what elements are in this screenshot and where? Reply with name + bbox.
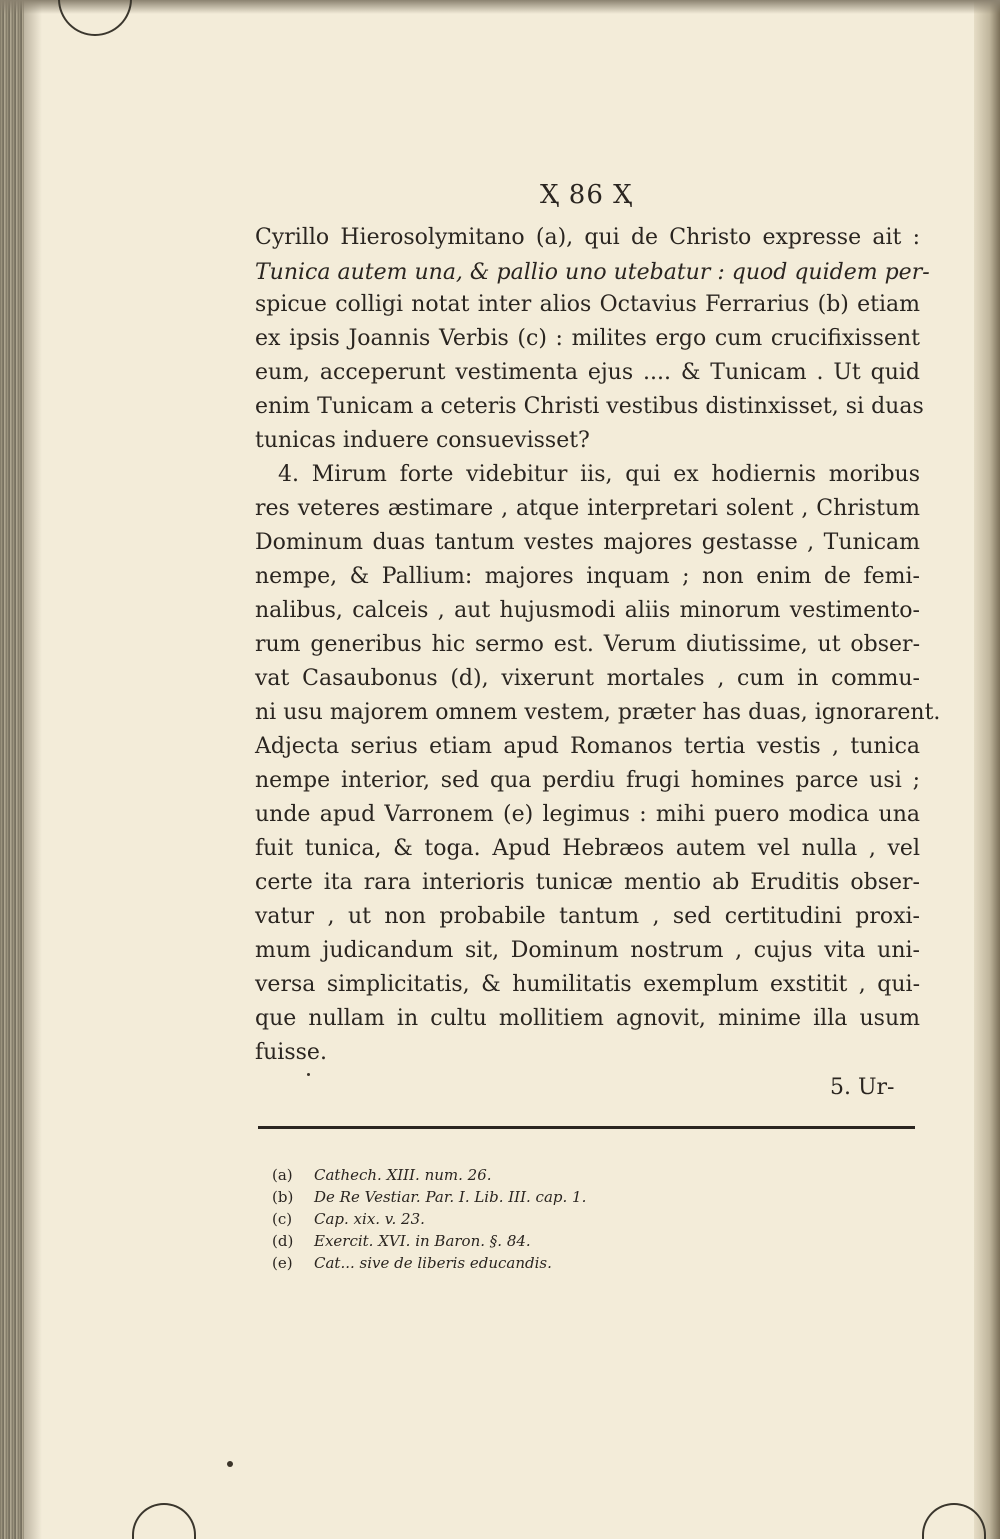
footnote (272, 1188, 586, 1206)
footnote-mark: (c) (272, 1210, 293, 1228)
ink-spot (307, 1073, 310, 1076)
text-line: nempe interior, sed qua perdiu frugi homines parce usi ; (255, 768, 920, 793)
footnote (272, 1232, 531, 1250)
footnote (272, 1166, 492, 1184)
footnote (272, 1254, 552, 1272)
text-line: rum generibus hic sermo est. Verum diutissime, ut obser- (255, 632, 920, 657)
text-line: enim Tunicam a ceteris Christi vestibus distinxisset, si duas (255, 394, 924, 419)
text-line: tunicas induere consuevisset? (255, 428, 590, 453)
text-line: que nullam in cultu mollitiem agnovit, minime illa usum (255, 1006, 920, 1031)
footnote-mark: (d) (272, 1232, 294, 1250)
footnote-mark: (e) (272, 1254, 293, 1272)
page-number-header: Ҳ 86 Ҳ (540, 180, 633, 210)
text-line: eum, acceperunt vestimenta ejus .... & Tunicam . Ut quid (255, 360, 920, 385)
text-line: res veteres æstimare , atque interpretari solent , Christum (255, 496, 920, 521)
footnote-text: De Re Vestiar. Par. I. Lib. III. cap. 1. (314, 1188, 587, 1206)
text-line: Adjecta serius etiam apud Romanos tertia vestis , tunica (255, 734, 920, 759)
text-line: ni usu majorem omnem vestem, præter has duas, ignorarent. (255, 700, 941, 725)
text-line: fuit tunica, & toga. Apud Hebræos autem vel nulla , vel (255, 836, 920, 861)
footnote-text: Cat... sive de liberis educandis. (314, 1254, 552, 1272)
text-line: unde apud Varronem (e) legimus : mihi puero modica una (255, 802, 920, 827)
footnote-mark: (a) (272, 1166, 293, 1184)
top-edge-shadow (0, 0, 1000, 14)
page-clip-bottom-left (132, 1503, 196, 1539)
page-edge (974, 0, 1000, 1539)
book-binding (0, 0, 24, 1539)
catchword: 5. Ur- (830, 1075, 895, 1100)
footnote-mark: (b) (272, 1188, 294, 1206)
text-line: Tunica autem una, & pallio uno utebatur : quod quidem per- (255, 260, 930, 285)
footnote-text: Cathech. XIII. num. 26. (314, 1166, 492, 1184)
text-line: vat Casaubonus (d), vixerunt mortales , cum in commu- (255, 666, 920, 691)
text-line: spicue colligi notat inter alios Octavius Ferrarius (b) etiam (255, 292, 920, 317)
text-line: Cyrillo Hierosolymitano (a), qui de Christo expresse ait : (255, 225, 920, 250)
text-line: versa simplicitatis, & humilitatis exemplum exstitit , qui- (255, 972, 920, 997)
text-line: ex ipsis Joannis Verbis (c) : milites ergo cum crucifixissent (255, 326, 920, 351)
text-line: vatur , ut non probabile tantum , sed certitudini proxi- (255, 904, 920, 929)
page-clip-top (58, 0, 132, 36)
footnote-rule (258, 1126, 915, 1129)
gutter-shadow (24, 0, 42, 1539)
text-line: 4. Mirum forte videbitur iis, qui ex hodiernis moribus (278, 462, 920, 487)
footnote (272, 1210, 425, 1228)
text-line: nalibus, calceis , aut hujusmodi aliis minorum vestimento- (255, 598, 920, 623)
text-line: certe ita rara interioris tunicæ mentio ab Eruditis obser- (255, 870, 920, 895)
text-line: Dominum duas tantum vestes majores gestasse , Tunicam (255, 530, 920, 555)
footnote-text: Cap. xix. v. 23. (314, 1210, 425, 1228)
text-line: fuisse. (255, 1040, 327, 1065)
footnote-text: Exercit. XVI. in Baron. §. 84. (314, 1232, 531, 1250)
text-line: nempe, & Pallium: majores inquam ; non enim de femi- (255, 564, 920, 589)
text-line: mum judicandum sit, Dominum nostrum , cujus vita uni- (255, 938, 920, 963)
ink-spot (227, 1461, 233, 1467)
